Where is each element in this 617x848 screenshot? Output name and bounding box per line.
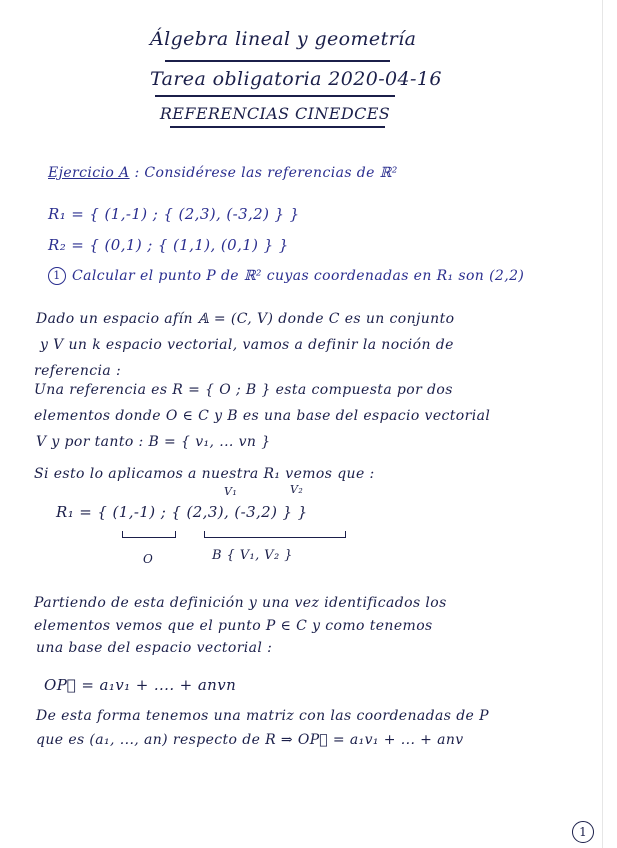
paragraph-4-line-3: una base del espacio vectorial : bbox=[36, 640, 273, 656]
origin-label: O bbox=[143, 552, 154, 566]
task-title: Tarea obligatoria 2020-04-16 bbox=[150, 68, 442, 90]
op-equation: OP⃗ = a₁v₁ + .... + anvn bbox=[44, 676, 237, 694]
basis-bracket bbox=[204, 531, 346, 538]
question-line bbox=[48, 267, 524, 285]
reference-r2: R₂ = { (0,1) ; { (1,1), (0,1) } } bbox=[48, 236, 289, 254]
topic-rule bbox=[170, 126, 385, 128]
page-number: 1 bbox=[572, 821, 594, 843]
basis-label: B { V₁, V₂ } bbox=[212, 548, 293, 563]
v2-label: V₂ bbox=[290, 483, 304, 496]
question-number: 1 bbox=[48, 267, 66, 285]
exercise-heading bbox=[48, 165, 398, 181]
paragraph-3: Si esto lo aplicamos a nuestra R₁ vemos que : bbox=[34, 466, 375, 482]
paragraph-4-line-2: elementos vemos que el punto P ∈ C y como tenemos bbox=[34, 618, 433, 634]
paragraph-4-line-1: Partiendo de esta definición y una vez identificados los bbox=[34, 595, 447, 611]
paragraph-1-line-1: Dado un espacio afín 𝔸 = (C, V) donde C es un conjunto bbox=[36, 311, 455, 327]
page-edge bbox=[602, 0, 603, 848]
paragraph-2-line-2: elementos donde O ∈ C y B es una base del espacio vectorial bbox=[34, 408, 491, 424]
exercise-label: Ejercicio A bbox=[48, 165, 130, 181]
v1-label: V₁ bbox=[224, 485, 238, 498]
title-rule bbox=[165, 60, 390, 62]
task-rule bbox=[155, 95, 395, 97]
origin-bracket bbox=[122, 531, 176, 538]
paragraph-2-line-3: V y por tanto : B = { v₁, ... vn } bbox=[36, 434, 271, 450]
course-title: Álgebra lineal y geometría bbox=[150, 28, 417, 50]
formula-r1: R₁ = { (1,-1) ; { (2,3), (-3,2) } } bbox=[56, 503, 308, 521]
paragraph-2-line-1: Una referencia es R = { O ; B } esta compuesta por dos bbox=[34, 382, 453, 398]
topic-title: REFERENCIAS CINEDCES bbox=[159, 104, 391, 123]
paragraph-5-line-1: De esta forma tenemos una matriz con las coordenadas de P bbox=[36, 708, 489, 724]
reference-r1: R₁ = { (1,-1) ; { (2,3), (-3,2) } } bbox=[48, 205, 300, 223]
paragraph-5-line-2: que es (a₁, ..., an) respecto de R ⇒ OP⃗ = a₁v₁ + ... + anv bbox=[36, 732, 464, 748]
question-text: Calcular el punto P de ℝ² cuyas coordenadas en R₁ son (2,2) bbox=[72, 268, 525, 284]
paragraph-1-line-2: y V un k espacio vectorial, vamos a definir la noción de bbox=[40, 337, 454, 353]
exercise-intro: : Considérese las referencias de ℝ² bbox=[134, 165, 398, 181]
paragraph-1-line-3: referencia : bbox=[34, 363, 122, 379]
